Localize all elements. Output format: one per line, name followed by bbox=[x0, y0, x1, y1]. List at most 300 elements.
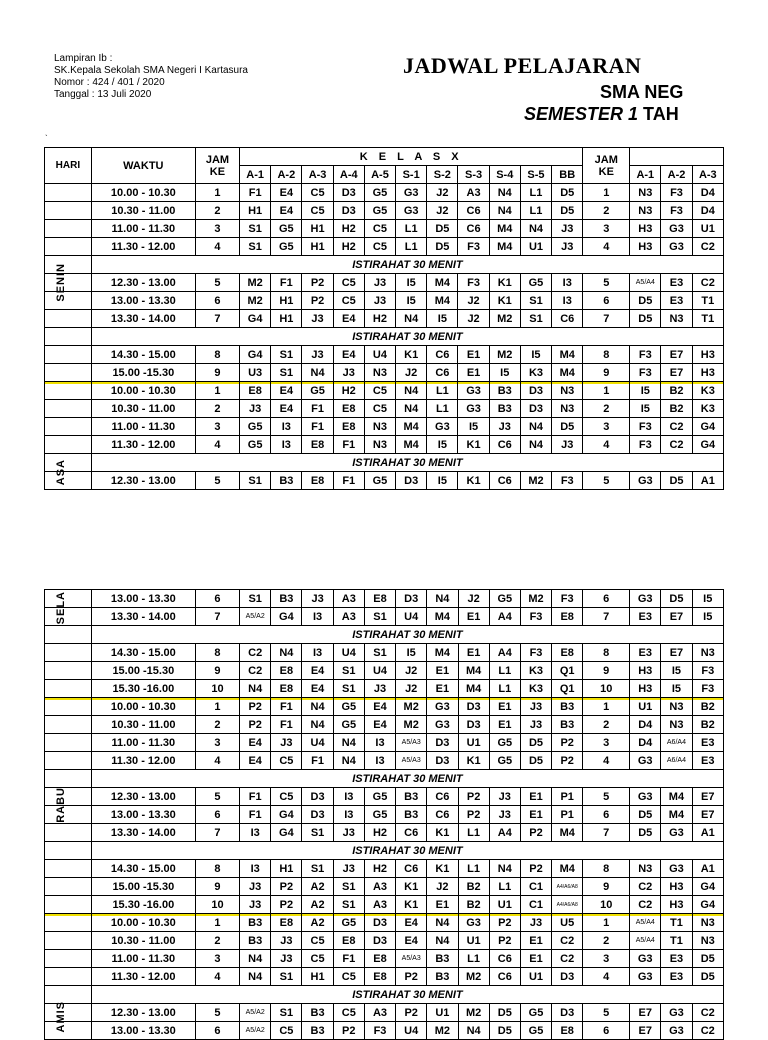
class-cell: G5 bbox=[520, 274, 551, 292]
class-cell: E8 bbox=[333, 932, 364, 950]
class-cell: E4 bbox=[333, 310, 364, 328]
class-cell: E4 bbox=[271, 184, 302, 202]
class-cell: G3 bbox=[630, 788, 661, 806]
class-cell: C1 bbox=[520, 878, 551, 896]
class-cell: E1 bbox=[458, 644, 489, 662]
class-cell: P2 bbox=[458, 806, 489, 824]
rest-row bbox=[45, 454, 724, 472]
class-cell: E7 bbox=[692, 788, 723, 806]
jam-ke-cell-2: 2 bbox=[583, 202, 630, 220]
class-cell: S1 bbox=[240, 472, 271, 490]
class-cell: H1 bbox=[302, 220, 333, 238]
jam-ke-cell-2: 2 bbox=[583, 716, 630, 734]
day-cell bbox=[45, 436, 92, 454]
class-cell: C5 bbox=[302, 932, 333, 950]
jam-ke-cell: 6 bbox=[195, 806, 239, 824]
class-cell: A1 bbox=[692, 824, 723, 842]
jam-ke-cell-2: 3 bbox=[583, 220, 630, 238]
class-cell: F1 bbox=[333, 436, 364, 454]
class-cell: C5 bbox=[302, 202, 333, 220]
class-cell: I3 bbox=[271, 436, 302, 454]
class-cell: C2 bbox=[240, 644, 271, 662]
class-cell: F3 bbox=[520, 644, 551, 662]
class-cell: C5 bbox=[271, 1022, 302, 1040]
class-cell: P2 bbox=[396, 1004, 427, 1022]
class-cell: E4 bbox=[240, 752, 271, 770]
class-cell: I3 bbox=[552, 292, 583, 310]
schedule-sheet-2 bbox=[0, 589, 768, 1037]
class-cell: K1 bbox=[458, 436, 489, 454]
jam-ke-cell: 10 bbox=[195, 896, 239, 914]
day-label-rabu: RABU bbox=[55, 787, 67, 823]
class-cell: E4 bbox=[364, 698, 395, 716]
class-cell: M4 bbox=[396, 418, 427, 436]
class-cell: K3 bbox=[520, 662, 551, 680]
class-cell: C2 bbox=[661, 418, 692, 436]
jam-ke-cell-2: 3 bbox=[583, 734, 630, 752]
class-cell: N4 bbox=[396, 382, 427, 400]
class-cell: C5 bbox=[364, 382, 395, 400]
class-cell: M2 bbox=[240, 292, 271, 310]
class-cell: A1 bbox=[692, 860, 723, 878]
class-cell: H2 bbox=[333, 238, 364, 256]
class-cell: J3 bbox=[302, 310, 333, 328]
table-row bbox=[45, 932, 724, 950]
class-cell: I5 bbox=[489, 364, 520, 382]
time-cell: 13.30 - 14.00 bbox=[91, 608, 195, 626]
class-cell: L1 bbox=[489, 662, 520, 680]
day-cell bbox=[45, 986, 92, 1004]
class-cell: B3 bbox=[552, 716, 583, 734]
jam-ke-cell: 9 bbox=[195, 662, 239, 680]
jam-ke-cell-2: 6 bbox=[583, 1022, 630, 1040]
class-cell: J3 bbox=[271, 734, 302, 752]
class-cell: E7 bbox=[661, 608, 692, 626]
class-cell: G3 bbox=[427, 418, 458, 436]
class-cell: N4 bbox=[489, 860, 520, 878]
class-cell: G3 bbox=[396, 184, 427, 202]
class-cell: E7 bbox=[630, 1022, 661, 1040]
day-cell bbox=[45, 202, 92, 220]
class-cell: E4 bbox=[240, 734, 271, 752]
jam-ke-cell: 1 bbox=[195, 382, 239, 400]
class-cell: P2 bbox=[302, 292, 333, 310]
class-cell: M2 bbox=[520, 590, 551, 608]
class-cell: G5 bbox=[364, 788, 395, 806]
class-cell: E4 bbox=[271, 400, 302, 418]
jam-ke-cell: 8 bbox=[195, 346, 239, 364]
day-cell bbox=[45, 788, 92, 806]
class-cell: D5 bbox=[427, 220, 458, 238]
class-cell: G4 bbox=[692, 436, 723, 454]
class-cell: J2 bbox=[458, 590, 489, 608]
class-cell: D3 bbox=[520, 400, 551, 418]
day-cell bbox=[45, 950, 92, 968]
time-cell: 12.30 - 13.00 bbox=[91, 472, 195, 490]
class-cell: M4 bbox=[489, 220, 520, 238]
jam-ke-cell: 7 bbox=[195, 608, 239, 626]
class-cell: J2 bbox=[427, 202, 458, 220]
class-cell: D3 bbox=[458, 698, 489, 716]
jam-ke-cell: 4 bbox=[195, 436, 239, 454]
class-cell: M4 bbox=[458, 662, 489, 680]
class-cell: F1 bbox=[333, 950, 364, 968]
class-cell: N4 bbox=[427, 932, 458, 950]
class-cell: I3 bbox=[271, 418, 302, 436]
class-cell: N3 bbox=[661, 698, 692, 716]
class-cell: G5 bbox=[302, 382, 333, 400]
rest-label: ISTIRAHAT 30 MENIT bbox=[91, 328, 723, 346]
class-col-header: A-4 bbox=[333, 166, 364, 184]
class-cell: E8 bbox=[552, 608, 583, 626]
jam-ke-cell-2: 5 bbox=[583, 274, 630, 292]
class-cell: G3 bbox=[661, 238, 692, 256]
jam-ke-cell-2: 9 bbox=[583, 662, 630, 680]
class-cell: I3 bbox=[302, 644, 333, 662]
class-cell: G5 bbox=[333, 914, 364, 932]
class-cell: D5 bbox=[661, 590, 692, 608]
class-cell: N4 bbox=[240, 950, 271, 968]
class-cell: D3 bbox=[364, 932, 395, 950]
class-cell: F1 bbox=[333, 472, 364, 490]
day-cell bbox=[45, 734, 92, 752]
class-cell: K1 bbox=[458, 472, 489, 490]
class-cell: J3 bbox=[333, 364, 364, 382]
day-cell bbox=[45, 680, 92, 698]
class-cell: I5 bbox=[661, 680, 692, 698]
class-cell: A3 bbox=[458, 184, 489, 202]
class-cell: J2 bbox=[427, 184, 458, 202]
class-cell: P2 bbox=[271, 896, 302, 914]
jam-ke-cell: 9 bbox=[195, 878, 239, 896]
class-cell: P2 bbox=[489, 932, 520, 950]
class-cell: A5/A4 bbox=[630, 932, 661, 950]
class-cell: D5 bbox=[692, 950, 723, 968]
jam-ke-cell: 2 bbox=[195, 716, 239, 734]
class-cell: K1 bbox=[396, 896, 427, 914]
table-row bbox=[45, 472, 724, 490]
class-cell: G4 bbox=[692, 878, 723, 896]
class-cell: H3 bbox=[692, 346, 723, 364]
time-cell: 10.00 - 10.30 bbox=[91, 382, 195, 400]
jam-ke-cell-2: 6 bbox=[583, 806, 630, 824]
class-cell: G3 bbox=[458, 400, 489, 418]
class-cell: I5 bbox=[396, 292, 427, 310]
class-cell: S1 bbox=[240, 590, 271, 608]
class-cell: C2 bbox=[661, 436, 692, 454]
class-cell: J2 bbox=[458, 292, 489, 310]
class-cell: E1 bbox=[520, 932, 551, 950]
class-cell: S1 bbox=[240, 220, 271, 238]
schedule-table-1 bbox=[44, 147, 724, 490]
document-meta bbox=[54, 53, 248, 101]
table-row bbox=[45, 346, 724, 364]
class-cell: C6 bbox=[489, 436, 520, 454]
table-row bbox=[45, 274, 724, 292]
class-cell: H3 bbox=[630, 662, 661, 680]
hari-header: HARI bbox=[45, 148, 92, 184]
day-cell bbox=[45, 238, 92, 256]
time-cell: 10.30 - 11.00 bbox=[91, 400, 195, 418]
class-cell: D5 bbox=[427, 238, 458, 256]
class-cell: E1 bbox=[520, 806, 551, 824]
class-cell: C6 bbox=[396, 860, 427, 878]
class-cell: B3 bbox=[302, 1004, 333, 1022]
class-cell: Q1 bbox=[552, 680, 583, 698]
class-cell: U5 bbox=[552, 914, 583, 932]
jam-ke-cell: 3 bbox=[195, 220, 239, 238]
class-cell: M2 bbox=[489, 346, 520, 364]
class-cell: G5 bbox=[240, 436, 271, 454]
table-row bbox=[45, 896, 724, 914]
class-cell: G3 bbox=[661, 1022, 692, 1040]
day-label-senin: SENIN bbox=[55, 263, 67, 302]
class-cell: D3 bbox=[396, 590, 427, 608]
jam-ke-cell: 1 bbox=[195, 698, 239, 716]
class-cell: E4 bbox=[271, 382, 302, 400]
class-cell: F1 bbox=[271, 698, 302, 716]
class-cell: G3 bbox=[630, 752, 661, 770]
class-cell: N3 bbox=[661, 716, 692, 734]
class-cell: A4/A6/A8 bbox=[552, 878, 583, 896]
class-cell: K1 bbox=[396, 346, 427, 364]
class-cell: C2 bbox=[692, 1022, 723, 1040]
class-cell: J2 bbox=[396, 680, 427, 698]
table-row bbox=[45, 436, 724, 454]
class-cell: C5 bbox=[302, 184, 333, 202]
class-cell: A3 bbox=[364, 896, 395, 914]
class-cell: P2 bbox=[240, 716, 271, 734]
class-col-header: A-2 bbox=[661, 166, 692, 184]
class-cell: B2 bbox=[692, 716, 723, 734]
class-cell: M4 bbox=[661, 788, 692, 806]
ke-label: KE bbox=[598, 165, 614, 178]
class-cell: S1 bbox=[271, 346, 302, 364]
class-cell: G5 bbox=[271, 238, 302, 256]
class-cell: P2 bbox=[396, 968, 427, 986]
class-cell: P2 bbox=[520, 824, 551, 842]
day-cell bbox=[45, 932, 92, 950]
rest-label: ISTIRAHAT 30 MENIT bbox=[91, 454, 723, 472]
time-cell: 10.30 - 11.00 bbox=[91, 716, 195, 734]
class-cell: P2 bbox=[271, 878, 302, 896]
class-cell: G5 bbox=[271, 220, 302, 238]
time-cell: 15.00 -15.30 bbox=[91, 662, 195, 680]
kelas-header-2 bbox=[630, 148, 724, 166]
class-cell: D3 bbox=[458, 716, 489, 734]
class-cell: H1 bbox=[240, 202, 271, 220]
class-cell: D3 bbox=[552, 1004, 583, 1022]
class-cell: H1 bbox=[271, 310, 302, 328]
jam-ke-cell: 5 bbox=[195, 1004, 239, 1022]
class-cell: F3 bbox=[630, 364, 661, 382]
class-cell: I5 bbox=[427, 472, 458, 490]
class-cell: I5 bbox=[427, 310, 458, 328]
class-cell: A3 bbox=[333, 608, 364, 626]
time-cell: 15.00 -15.30 bbox=[91, 364, 195, 382]
class-cell: N4 bbox=[302, 716, 333, 734]
class-cell: N3 bbox=[552, 400, 583, 418]
class-cell: N3 bbox=[692, 932, 723, 950]
class-cell: E1 bbox=[458, 346, 489, 364]
class-cell: T1 bbox=[661, 932, 692, 950]
time-cell: 11.00 - 11.30 bbox=[91, 734, 195, 752]
class-cell: I5 bbox=[396, 274, 427, 292]
class-cell: A5/A3 bbox=[396, 950, 427, 968]
class-cell: J3 bbox=[489, 806, 520, 824]
class-cell: J3 bbox=[364, 680, 395, 698]
day-cell bbox=[45, 220, 92, 238]
class-cell: M4 bbox=[489, 238, 520, 256]
jam-ke-cell-2: 4 bbox=[583, 968, 630, 986]
day-cell bbox=[45, 914, 92, 932]
class-cell: C5 bbox=[333, 274, 364, 292]
class-cell: D5 bbox=[520, 734, 551, 752]
class-cell: U1 bbox=[630, 698, 661, 716]
jam-ke-cell-2: 4 bbox=[583, 238, 630, 256]
table-row bbox=[45, 418, 724, 436]
class-cell: A4 bbox=[489, 644, 520, 662]
jam-ke-cell: 1 bbox=[195, 914, 239, 932]
class-cell: D5 bbox=[692, 968, 723, 986]
class-cell: F3 bbox=[364, 1022, 395, 1040]
class-cell: N3 bbox=[661, 310, 692, 328]
class-col-header: BB bbox=[552, 166, 583, 184]
class-cell: M2 bbox=[489, 310, 520, 328]
class-cell: D3 bbox=[364, 914, 395, 932]
class-cell: M4 bbox=[661, 806, 692, 824]
class-cell: M2 bbox=[458, 1004, 489, 1022]
class-cell: A5/A3 bbox=[396, 734, 427, 752]
class-cell: J3 bbox=[240, 896, 271, 914]
class-cell: K1 bbox=[427, 824, 458, 842]
class-cell: S1 bbox=[333, 896, 364, 914]
class-cell: E8 bbox=[271, 662, 302, 680]
class-cell: E8 bbox=[302, 436, 333, 454]
class-cell: A5/A2 bbox=[240, 608, 271, 626]
jam-ke-header bbox=[195, 148, 239, 184]
time-cell: 12.30 - 13.00 bbox=[91, 1004, 195, 1022]
class-cell: K1 bbox=[489, 274, 520, 292]
class-cell: C2 bbox=[552, 950, 583, 968]
class-cell: U4 bbox=[333, 644, 364, 662]
day-cell bbox=[45, 644, 92, 662]
schedule-sheet-1 bbox=[0, 147, 768, 487]
class-cell: F3 bbox=[458, 274, 489, 292]
class-cell: M4 bbox=[458, 680, 489, 698]
rest-row bbox=[45, 770, 724, 788]
jam-ke-cell-2: 7 bbox=[583, 824, 630, 842]
lampiran-line: Lampiran Ib : bbox=[54, 53, 113, 64]
table-row bbox=[45, 382, 724, 400]
class-cell: M4 bbox=[427, 644, 458, 662]
class-cell: N4 bbox=[302, 698, 333, 716]
time-cell: 12.30 - 13.00 bbox=[91, 274, 195, 292]
table-row bbox=[45, 292, 724, 310]
class-cell: C6 bbox=[489, 968, 520, 986]
time-cell: 14.30 - 15.00 bbox=[91, 346, 195, 364]
class-cell: A3 bbox=[364, 878, 395, 896]
time-cell: 10.30 - 11.00 bbox=[91, 202, 195, 220]
class-cell: C2 bbox=[552, 932, 583, 950]
class-cell: D5 bbox=[661, 472, 692, 490]
class-cell: L1 bbox=[427, 400, 458, 418]
class-col-header: A-1 bbox=[630, 166, 661, 184]
kelas-header: K E L A S X bbox=[240, 148, 583, 166]
day-cell bbox=[45, 590, 92, 608]
class-cell: K3 bbox=[692, 382, 723, 400]
class-cell: D5 bbox=[552, 184, 583, 202]
class-cell: G3 bbox=[630, 472, 661, 490]
time-cell: 10.30 - 11.00 bbox=[91, 932, 195, 950]
jam-ke-cell-2: 1 bbox=[583, 184, 630, 202]
class-cell: E8 bbox=[271, 680, 302, 698]
class-cell: L1 bbox=[458, 860, 489, 878]
class-cell: A4 bbox=[489, 824, 520, 842]
class-cell: E8 bbox=[333, 418, 364, 436]
jam-ke-cell: 4 bbox=[195, 238, 239, 256]
class-cell: U1 bbox=[489, 896, 520, 914]
jam-ke-cell-2: 3 bbox=[583, 950, 630, 968]
class-cell: N4 bbox=[240, 968, 271, 986]
class-cell: E7 bbox=[630, 1004, 661, 1022]
class-cell: I5 bbox=[427, 436, 458, 454]
class-cell: E4 bbox=[364, 716, 395, 734]
class-cell: A5/A4 bbox=[630, 274, 661, 292]
class-cell: H3 bbox=[630, 238, 661, 256]
class-cell: D3 bbox=[333, 184, 364, 202]
jam-ke-cell: 7 bbox=[195, 310, 239, 328]
class-cell: M2 bbox=[396, 698, 427, 716]
class-cell: F3 bbox=[552, 472, 583, 490]
class-cell: D5 bbox=[630, 310, 661, 328]
jam-ke-cell-2: 4 bbox=[583, 436, 630, 454]
time-cell: 13.30 - 14.00 bbox=[91, 310, 195, 328]
time-cell: 15.30 -16.00 bbox=[91, 680, 195, 698]
rest-label: ISTIRAHAT 30 MENIT bbox=[91, 770, 723, 788]
class-cell: J3 bbox=[271, 950, 302, 968]
class-cell: G4 bbox=[692, 418, 723, 436]
jam-ke-cell-2: 5 bbox=[583, 472, 630, 490]
class-cell: N4 bbox=[240, 680, 271, 698]
class-cell: E1 bbox=[520, 788, 551, 806]
semester-title bbox=[524, 104, 679, 125]
class-cell: D3 bbox=[427, 752, 458, 770]
class-cell: N3 bbox=[692, 644, 723, 662]
class-cell: F1 bbox=[240, 184, 271, 202]
time-cell: 15.30 -16.00 bbox=[91, 896, 195, 914]
class-cell: U3 bbox=[240, 364, 271, 382]
time-cell: 10.00 - 10.30 bbox=[91, 698, 195, 716]
class-cell: B3 bbox=[489, 400, 520, 418]
class-cell: E3 bbox=[692, 734, 723, 752]
class-col-header: A-1 bbox=[240, 166, 271, 184]
jam-ke-cell-2: 2 bbox=[583, 400, 630, 418]
day-cell bbox=[45, 662, 92, 680]
class-col-header: A-5 bbox=[364, 166, 395, 184]
class-cell: E4 bbox=[396, 914, 427, 932]
class-cell: G5 bbox=[489, 752, 520, 770]
class-cell: I3 bbox=[302, 608, 333, 626]
class-cell: M2 bbox=[520, 472, 551, 490]
class-cell: G3 bbox=[427, 716, 458, 734]
class-cell: D3 bbox=[302, 806, 333, 824]
class-cell: B2 bbox=[458, 896, 489, 914]
class-cell: C2 bbox=[630, 878, 661, 896]
class-cell: S1 bbox=[333, 662, 364, 680]
class-cell: A1 bbox=[692, 472, 723, 490]
class-cell: F1 bbox=[302, 400, 333, 418]
